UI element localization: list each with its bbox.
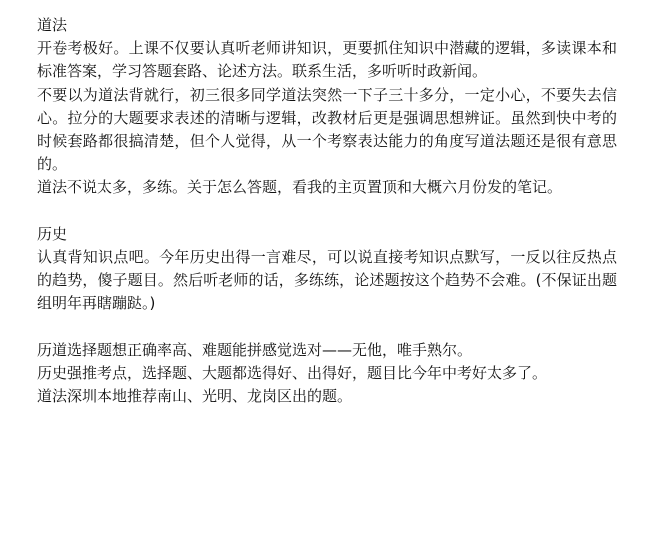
closing-line-3: 道法深圳本地推荐南山、光明、龙岗区出的题。 <box>37 387 353 406</box>
daofa-paragraph-2: 不要以为道法背就行，初三很多同学道法突然一下子三十多分，一定小心，不要失去信心。拉分的大题要求表述的清晰与逻辑，改教材后更是强调思想辨证。虽然到快中考的时候套路都很搞清楚，但个人觉得，从一个考察表达能力的角度写道法题还是很有意思的。 <box>37 85 617 174</box>
closing-notes <box>37 339 617 409</box>
closing-line-1: 历道选择题想正确率高、难题能拼感觉选对——无他，唯手熟尔。 <box>37 340 473 359</box>
section-lishi <box>37 223 617 316</box>
daofa-paragraph-3: 道法不说太多，多练。关于怎么答题，看我的主页置顶和大概六月份发的笔记。 <box>37 178 563 197</box>
blank-line <box>37 316 617 339</box>
section-title-daofa: 道法 <box>37 16 68 34</box>
section-title-lishi: 历史 <box>37 224 68 243</box>
blank-line <box>37 200 617 223</box>
closing-line-2: 历史强推考点，选择题、大题都选得好、出得好，题目比今年中考好太多了。 <box>37 364 548 383</box>
document-body <box>37 14 617 408</box>
daofa-paragraph-1: 开卷考极好。上课不仅要认真听老师讲知识，更要抓住知识中潜藏的逻辑，多读课本和标准答案，学习答题套路、论述方法。联系生活，多听听时政新闻。 <box>37 39 617 81</box>
section-daofa <box>37 14 617 200</box>
lishi-paragraph-1: 认真背知识点吧。今年历史出得一言难尽，可以说直接考知识点默写，一反以往反热点的趋势，傻子题目。然后听老师的话，多练练，论述题按这个趋势不会难。(不保证出题组明年再瞎蹦跶。) <box>37 248 617 313</box>
